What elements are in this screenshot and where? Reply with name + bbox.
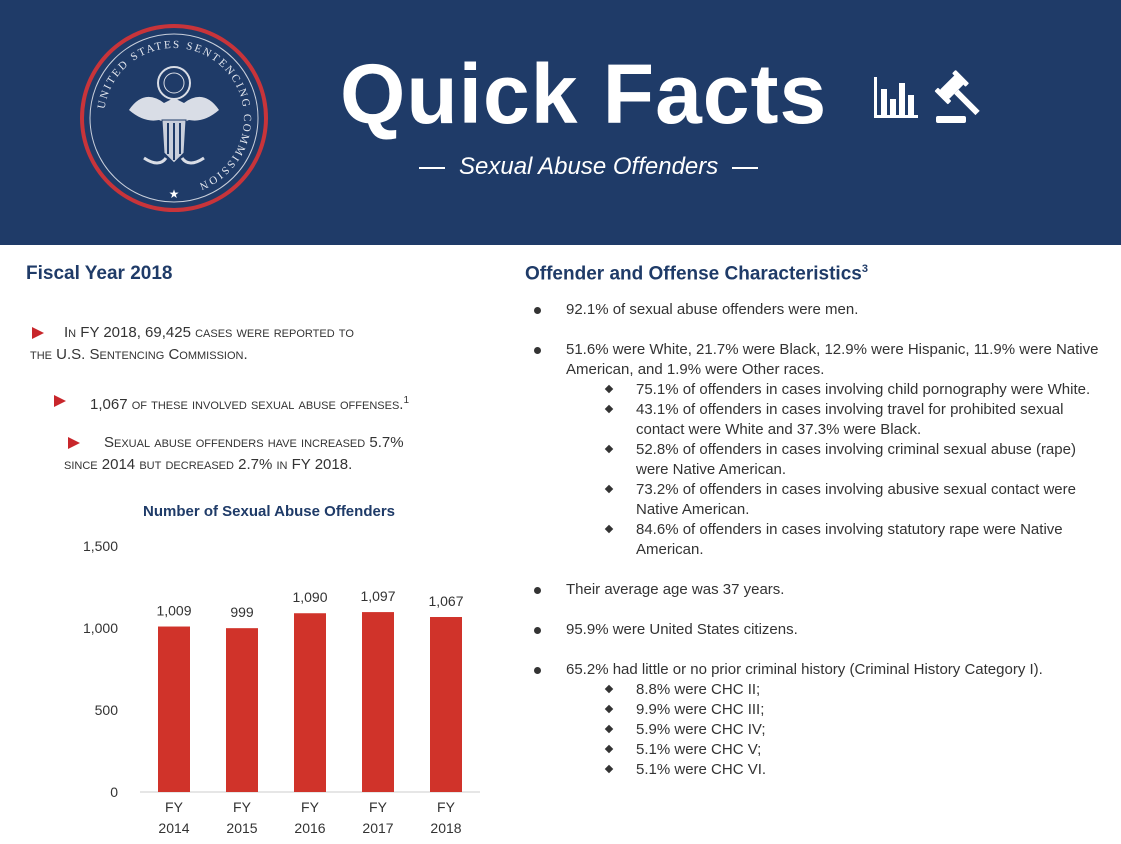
x-tick-label: FY [369, 799, 387, 815]
bar [294, 613, 326, 792]
bullet-dot-icon [534, 347, 541, 354]
diamond-bullet-icon [605, 445, 613, 453]
data-label: 1,009 [156, 602, 192, 619]
characteristic-subitem [566, 440, 1100, 480]
seal-emblem-icon [84, 28, 264, 208]
characteristic-item [530, 340, 1100, 560]
bar [362, 612, 394, 792]
svg-text:UNITED STATES SENTENCING COMMI: UNITED STATES SENTENCING COMMISSION [95, 38, 254, 193]
characteristic-subitem [566, 480, 1100, 520]
characteristic-text: Their average age was 37 years. [566, 581, 785, 598]
diamond-bullet-icon [605, 705, 613, 713]
diamond-bullet-icon [605, 685, 613, 693]
commission-seal [80, 24, 268, 212]
x-tick-label: 2017 [362, 820, 394, 836]
y-tick-label: 1,500 [82, 538, 118, 554]
bullet-dot-icon [534, 307, 541, 314]
cases-reported-line2: the U.S. Sentencing Commission. [30, 346, 248, 363]
characteristic-subitem-text: 5.1% were CHC V; [636, 741, 762, 758]
data-label: 1,067 [428, 593, 464, 610]
trend-bullet [66, 432, 486, 476]
header-banner [0, 0, 1121, 245]
bar [226, 628, 258, 792]
characteristic-subitem-text: 9.9% were CHC III; [636, 701, 765, 718]
subtitle-dash-left [419, 167, 445, 169]
x-tick-label: FY [233, 799, 251, 815]
x-tick-label: 2016 [294, 820, 326, 836]
gavel-icon [932, 70, 992, 128]
characteristic-subitem-text: 8.8% were CHC II; [636, 681, 761, 698]
characteristic-subitem [566, 760, 1100, 780]
bullet-dot-icon [534, 667, 541, 674]
fiscal-year-heading: Fiscal Year 2018 [26, 263, 173, 284]
characteristic-subitem [566, 700, 1100, 720]
diamond-bullet-icon [605, 485, 613, 493]
sexual-abuse-count-text: 1,067 of these involved sexual abuse offenses. [90, 396, 404, 413]
page-subtitle [405, 153, 772, 181]
x-tick-label: 2018 [430, 820, 462, 836]
x-tick-label: 2015 [226, 820, 258, 836]
characteristic-text: 51.6% were White, 21.7% were Black, 12.9% were Hispanic, 11.9% were Native American, and 1.9% were Other races. [566, 341, 1099, 378]
diamond-bullet-icon [605, 405, 613, 413]
characteristic-item [530, 300, 1100, 320]
x-tick-label: 2014 [158, 820, 190, 836]
diamond-bullet-icon [605, 385, 613, 393]
triangle-bullet-icon [68, 437, 80, 449]
data-label: 999 [230, 604, 254, 621]
characteristic-item [530, 580, 1100, 600]
bar [430, 617, 462, 792]
characteristic-subitem-text: 75.1% of offenders in cases involving child pornography were White. [636, 381, 1091, 398]
bar-chart-icon [872, 75, 920, 121]
x-tick-label: FY [437, 799, 455, 815]
y-tick-label: 1,000 [82, 620, 118, 636]
svg-text:★: ★ [168, 187, 180, 201]
data-label: 1,097 [360, 588, 396, 605]
characteristic-subitem-text: 73.2% of offenders in cases involving abusive sexual contact were Native American. [636, 481, 1076, 518]
characteristic-text: 95.9% were United States citizens. [566, 621, 798, 638]
characteristic-subitem [566, 680, 1100, 700]
offenders-bar-chart [70, 530, 490, 842]
subtitle-text: Sexual Abuse Offenders [459, 153, 719, 180]
triangle-bullet-icon [54, 395, 66, 407]
characteristic-subitem-text: 84.6% of offenders in cases involving statutory rape were Native American. [636, 521, 1063, 558]
cases-reported-line1: In FY 2018, 69,425 cases were reported to [64, 324, 354, 341]
characteristic-subitem-text: 5.1% were CHC VI. [636, 761, 767, 778]
characteristic-item [530, 620, 1100, 640]
subtitle-dash-right [732, 167, 758, 169]
bar [158, 627, 190, 792]
characteristic-text: 92.1% of sexual abuse offenders were men. [566, 301, 859, 318]
characteristic-subitem [566, 740, 1100, 760]
trend-line1: Sexual abuse offenders have increased 5.7% [104, 434, 404, 451]
characteristic-subitem-text: 5.9% were CHC IV; [636, 721, 766, 738]
characteristic-subitem [566, 380, 1100, 400]
characteristic-text: 65.2% had little or no prior criminal history (Criminal History Category I). [566, 661, 1043, 678]
triangle-bullet-icon [32, 327, 44, 339]
page-title: Quick Facts [340, 47, 828, 141]
characteristic-subitem [566, 520, 1100, 560]
data-label: 1,090 [292, 589, 328, 606]
footnote-3: 3 [861, 263, 868, 275]
diamond-bullet-icon [605, 525, 613, 533]
characteristic-subitem [566, 720, 1100, 740]
characteristics-list [530, 300, 1100, 800]
characteristic-subitem-text: 43.1% of offenders in cases involving travel for prohibited sexual contact were White and 37.3% were Black. [636, 401, 1064, 438]
characteristic-subitem-text: 52.8% of offenders in cases involving criminal sexual abuse (rape) were Native American. [636, 441, 1076, 478]
bullet-dot-icon [534, 587, 541, 594]
x-tick-label: FY [165, 799, 183, 815]
y-tick-label: 0 [110, 784, 118, 800]
characteristic-subitem [566, 400, 1100, 440]
characteristics-heading-text: Offender and Offense Characteristics [525, 263, 862, 285]
trend-line2: since 2014 but decreased 2.7% in FY 2018. [64, 456, 353, 473]
x-tick-label: FY [301, 799, 319, 815]
cases-reported-bullet [30, 322, 430, 366]
characteristic-item [530, 660, 1100, 780]
footnote-1: 1 [403, 395, 410, 406]
chart-title: Number of Sexual Abuse Offenders [143, 503, 395, 520]
y-tick-label: 500 [94, 702, 118, 718]
sexual-abuse-count-bullet [52, 390, 472, 416]
characteristics-heading [525, 263, 868, 285]
diamond-bullet-icon [605, 765, 613, 773]
diamond-bullet-icon [605, 725, 613, 733]
bullet-dot-icon [534, 627, 541, 634]
diamond-bullet-icon [605, 745, 613, 753]
